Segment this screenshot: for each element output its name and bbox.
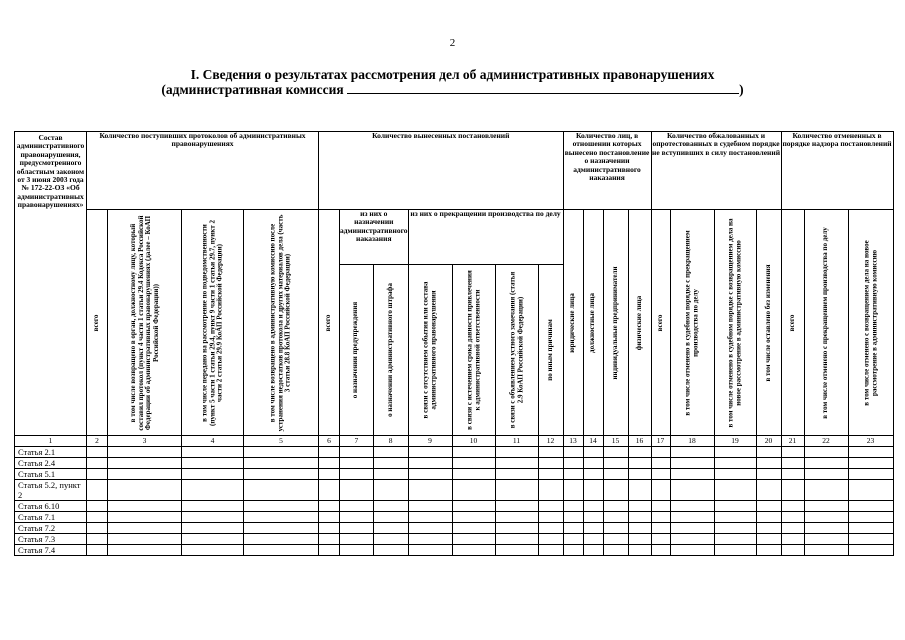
header-c11: в связи с объявлением устного замечания (статья 2.9 КоАП Российской Федерации) [495, 265, 538, 436]
data-cell[interactable] [108, 545, 182, 556]
data-cell[interactable] [756, 458, 781, 469]
table-row [15, 545, 894, 556]
data-cell[interactable] [87, 447, 108, 458]
data-cell[interactable] [340, 501, 374, 512]
data-cell[interactable] [651, 501, 670, 512]
data-cell[interactable] [452, 545, 495, 556]
data-cell[interactable] [408, 534, 452, 545]
data-cell[interactable] [563, 469, 583, 480]
data-cell[interactable] [714, 480, 756, 501]
data-cell[interactable] [244, 501, 319, 512]
data-cell[interactable] [756, 512, 781, 523]
data-cell[interactable] [340, 545, 374, 556]
data-cell[interactable] [538, 545, 563, 556]
data-cell[interactable] [804, 469, 848, 480]
data-cell[interactable] [563, 523, 583, 534]
data-cell[interactable] [495, 480, 538, 501]
data-cell[interactable] [603, 523, 628, 534]
data-cell[interactable] [538, 480, 563, 501]
data-cell[interactable] [583, 469, 603, 480]
row-label: Статья 5.1 [15, 469, 87, 480]
column-number: 11 [495, 436, 538, 447]
data-cell[interactable] [583, 545, 603, 556]
data-cell[interactable] [848, 480, 893, 501]
column-number: 23 [848, 436, 893, 447]
page-number: 2 [449, 37, 456, 49]
data-cell[interactable] [651, 458, 670, 469]
data-cell[interactable] [408, 469, 452, 480]
header-composition: Состав административного правонарушения, предусмотренного областным законом от 3 июня 2003 года № 172-22-ОЗ «Об административных правонарушениях» [15, 132, 87, 436]
data-cell[interactable] [408, 480, 452, 501]
data-cell[interactable] [373, 501, 408, 512]
data-cell[interactable] [87, 501, 108, 512]
data-cell[interactable] [804, 534, 848, 545]
column-number: 7 [340, 436, 374, 447]
data-cell[interactable] [182, 534, 244, 545]
data-cell[interactable] [373, 458, 408, 469]
data-cell[interactable] [603, 512, 628, 523]
data-cell[interactable] [319, 458, 340, 469]
data-cell[interactable] [670, 469, 714, 480]
data-cell[interactable] [373, 480, 408, 501]
data-cell[interactable] [495, 458, 538, 469]
table-row [15, 458, 894, 469]
data-cell[interactable] [563, 447, 583, 458]
row-label: Статья 5.2, пункт 2 [15, 480, 87, 501]
data-cell[interactable] [408, 523, 452, 534]
data-cell[interactable] [452, 512, 495, 523]
data-cell[interactable] [244, 458, 319, 469]
commission-name-blank [347, 82, 477, 94]
data-cell[interactable] [848, 534, 893, 545]
data-cell[interactable] [628, 501, 651, 512]
data-cell[interactable] [452, 523, 495, 534]
header-c3: в том числе возвращено в орган, должностному лицу, который составил протокол (пункт 4 части 1 статьи 29.4 Кодекса Российской Федерации об административных правонарушениях (далее – КоАП Российской Федерации)) [108, 210, 182, 436]
data-cell[interactable] [628, 469, 651, 480]
data-cell[interactable] [108, 480, 182, 501]
data-cell[interactable] [495, 534, 538, 545]
data-cell[interactable] [452, 469, 495, 480]
data-cell[interactable] [244, 534, 319, 545]
data-cell[interactable] [756, 545, 781, 556]
data-cell[interactable] [651, 447, 670, 458]
header-c19: в том числе отменено в судебном порядке с возвращением дела на новое рассмотрение в административную комиссию [714, 210, 756, 436]
data-cell[interactable] [670, 534, 714, 545]
data-cell[interactable] [848, 512, 893, 523]
data-cell[interactable] [108, 534, 182, 545]
column-number: 16 [628, 436, 651, 447]
data-cell[interactable] [628, 545, 651, 556]
data-cell[interactable] [848, 447, 893, 458]
data-cell[interactable] [583, 447, 603, 458]
row-label: Статья 7.3 [15, 534, 87, 545]
column-number: 21 [781, 436, 804, 447]
data-cell[interactable] [603, 447, 628, 458]
data-cell[interactable] [495, 501, 538, 512]
data-cell[interactable] [340, 469, 374, 480]
header-c22: в том числе отменено с прекращением производства по делу [804, 210, 848, 436]
data-cell[interactable] [848, 523, 893, 534]
data-cell[interactable] [781, 523, 804, 534]
data-cell[interactable] [714, 469, 756, 480]
column-number: 15 [603, 436, 628, 447]
data-cell[interactable] [670, 512, 714, 523]
data-cell[interactable] [495, 545, 538, 556]
data-cell[interactable] [714, 545, 756, 556]
data-cell[interactable] [563, 534, 583, 545]
row-label: Статья 6.10 [15, 501, 87, 512]
header-c15: индивидуальные предприниматели [603, 210, 628, 436]
data-cell[interactable] [244, 447, 319, 458]
data-cell[interactable] [583, 501, 603, 512]
data-cell[interactable] [670, 480, 714, 501]
header-c14: должностные лица [583, 210, 603, 436]
header-c21: всего [781, 210, 804, 436]
data-cell[interactable] [756, 447, 781, 458]
data-cell[interactable] [87, 469, 108, 480]
data-cell[interactable] [373, 447, 408, 458]
data-cell[interactable] [408, 512, 452, 523]
header-of-them-penalty: из них о назначении административного наказания [340, 210, 409, 265]
data-cell[interactable] [340, 534, 374, 545]
data-cell[interactable] [108, 469, 182, 480]
table-row [15, 501, 894, 512]
title-line-2-prefix: (административная комиссия [161, 82, 348, 97]
data-cell[interactable] [87, 512, 108, 523]
data-cell[interactable] [714, 458, 756, 469]
data-cell[interactable] [651, 523, 670, 534]
data-cell[interactable] [87, 480, 108, 501]
column-number: 2 [87, 436, 108, 447]
data-cell[interactable] [628, 512, 651, 523]
data-cell[interactable] [319, 523, 340, 534]
data-cell[interactable] [781, 469, 804, 480]
data-cell[interactable] [495, 469, 538, 480]
header-c8: о назначении административного штрафа [373, 265, 408, 436]
data-cell[interactable] [756, 480, 781, 501]
column-number: 8 [373, 436, 408, 447]
data-cell[interactable] [340, 447, 374, 458]
data-cell[interactable] [781, 512, 804, 523]
data-cell[interactable] [182, 512, 244, 523]
row-label: Статья 2.1 [15, 447, 87, 458]
data-cell[interactable] [244, 512, 319, 523]
row-label: Статья 7.4 [15, 545, 87, 556]
table-row [15, 480, 894, 501]
data-cell[interactable] [182, 480, 244, 501]
data-cell[interactable] [452, 447, 495, 458]
data-cell[interactable] [319, 480, 340, 501]
data-cell[interactable] [495, 512, 538, 523]
data-cell[interactable] [452, 501, 495, 512]
data-cell[interactable] [603, 469, 628, 480]
data-cell[interactable] [714, 501, 756, 512]
data-cell[interactable] [651, 545, 670, 556]
header-c18: в том числе отменено в судебном порядке с прекращением производства по делу [670, 210, 714, 436]
data-cell[interactable] [804, 501, 848, 512]
header-c12: по иным причинам [538, 265, 563, 436]
data-cell[interactable] [848, 501, 893, 512]
data-cell[interactable] [182, 523, 244, 534]
header-c20: в том числе оставлено без изменения [756, 210, 781, 436]
header-appealed: Количество обжалованных и опротестованных в судебном порядке не вступивших в силу постановлений [651, 132, 781, 210]
data-cell[interactable] [108, 512, 182, 523]
header-c10: в связи с истечением срока давности привлечения к административной ответственности [452, 265, 495, 436]
data-cell[interactable] [603, 545, 628, 556]
data-cell[interactable] [319, 469, 340, 480]
header-c9: в связи с отсутствием события или состава административного правонарушения [408, 265, 452, 436]
data-cell[interactable] [408, 458, 452, 469]
data-cell[interactable] [714, 512, 756, 523]
data-cell[interactable] [804, 458, 848, 469]
column-number: 3 [108, 436, 182, 447]
data-cell[interactable] [182, 545, 244, 556]
data-cell[interactable] [495, 523, 538, 534]
data-cell[interactable] [452, 480, 495, 501]
header-cancelled: Количество отмененных в порядке надзора постановлений [781, 132, 893, 210]
data-cell[interactable] [495, 447, 538, 458]
column-number: 19 [714, 436, 756, 447]
data-cell[interactable] [781, 501, 804, 512]
data-cell[interactable] [108, 501, 182, 512]
data-cell[interactable] [628, 480, 651, 501]
data-cell[interactable] [804, 512, 848, 523]
column-number: 10 [452, 436, 495, 447]
data-cell[interactable] [340, 458, 374, 469]
data-cell[interactable] [628, 534, 651, 545]
column-number: 17 [651, 436, 670, 447]
row-label: Статья 7.1 [15, 512, 87, 523]
data-cell[interactable] [182, 501, 244, 512]
data-cell[interactable] [408, 447, 452, 458]
data-cell[interactable] [563, 512, 583, 523]
page-title [0, 67, 905, 97]
column-number: 6 [319, 436, 340, 447]
data-cell[interactable] [408, 545, 452, 556]
data-cell[interactable] [804, 545, 848, 556]
column-number: 22 [804, 436, 848, 447]
data-cell[interactable] [244, 480, 319, 501]
data-cell[interactable] [538, 534, 563, 545]
data-cell[interactable] [538, 501, 563, 512]
data-cell[interactable] [244, 469, 319, 480]
column-number: 9 [408, 436, 452, 447]
header-c2: всего [87, 210, 108, 436]
data-cell[interactable] [848, 469, 893, 480]
data-cell[interactable] [108, 458, 182, 469]
data-cell[interactable] [538, 523, 563, 534]
data-cell[interactable] [319, 447, 340, 458]
data-cell[interactable] [781, 534, 804, 545]
data-cell[interactable] [87, 523, 108, 534]
header-c7: о назначении предупреждения [340, 265, 374, 436]
data-cell[interactable] [583, 523, 603, 534]
column-number: 1 [15, 436, 87, 447]
data-cell[interactable] [670, 447, 714, 458]
data-cell[interactable] [373, 545, 408, 556]
column-number: 5 [244, 436, 319, 447]
data-cell[interactable] [670, 523, 714, 534]
column-number: 12 [538, 436, 563, 447]
data-cell[interactable] [340, 512, 374, 523]
data-cell[interactable] [603, 534, 628, 545]
data-cell[interactable] [538, 447, 563, 458]
header-of-them-termination: из них о прекращении производства по делу [408, 210, 563, 265]
row-label: Статья 7.2 [15, 523, 87, 534]
column-number: 20 [756, 436, 781, 447]
commission-name-blank-2 [477, 82, 739, 94]
column-number: 4 [182, 436, 244, 447]
table-body [15, 447, 894, 556]
data-cell[interactable] [670, 458, 714, 469]
header-c5: в том числе возвращено в административную комиссию после устранения недостатков протокола и других материалов дела (часть 3 статьи 28.8 КоАП Российской Федерации) [244, 210, 319, 436]
data-cell[interactable] [538, 469, 563, 480]
title-line-2-suffix: ) [739, 82, 744, 97]
data-cell[interactable] [319, 534, 340, 545]
data-cell[interactable] [756, 534, 781, 545]
column-number: 13 [563, 436, 583, 447]
header-c17: всего [651, 210, 670, 436]
header-c6: всего [319, 210, 340, 436]
data-cell[interactable] [538, 512, 563, 523]
data-cell[interactable] [781, 480, 804, 501]
data-cell[interactable] [756, 523, 781, 534]
data-cell[interactable] [603, 458, 628, 469]
data-cell[interactable] [340, 480, 374, 501]
table-row [15, 523, 894, 534]
data-cell[interactable] [628, 447, 651, 458]
data-cell[interactable] [373, 534, 408, 545]
data-cell[interactable] [804, 480, 848, 501]
table-row [15, 447, 894, 458]
data-cell[interactable] [87, 545, 108, 556]
header-c13: юридические лица [563, 210, 583, 436]
row-label: Статья 2.4 [15, 458, 87, 469]
data-cell[interactable] [538, 458, 563, 469]
data-cell[interactable] [182, 447, 244, 458]
data-cell[interactable] [583, 458, 603, 469]
data-cell[interactable] [563, 458, 583, 469]
data-cell[interactable] [756, 501, 781, 512]
data-cell[interactable] [628, 458, 651, 469]
data-cell[interactable] [452, 534, 495, 545]
table-row [15, 469, 894, 480]
data-cell[interactable] [319, 501, 340, 512]
data-cell[interactable] [583, 480, 603, 501]
data-cell[interactable] [319, 545, 340, 556]
data-cell[interactable] [583, 512, 603, 523]
data-cell[interactable] [670, 501, 714, 512]
header-persons: Количество лиц, в отношении которых вынесено постановление о назначении административного наказания [563, 132, 651, 210]
data-cell[interactable] [108, 523, 182, 534]
column-numbers-row [15, 436, 894, 447]
data-cell[interactable] [340, 523, 374, 534]
data-cell[interactable] [848, 458, 893, 469]
data-cell[interactable] [583, 534, 603, 545]
data-cell[interactable] [670, 545, 714, 556]
title-line-2 [0, 82, 905, 97]
data-cell[interactable] [651, 469, 670, 480]
data-cell[interactable] [603, 501, 628, 512]
data-cell[interactable] [108, 447, 182, 458]
data-cell[interactable] [804, 447, 848, 458]
data-cell[interactable] [87, 534, 108, 545]
table-row [15, 512, 894, 523]
data-cell[interactable] [563, 501, 583, 512]
data-cell[interactable] [408, 501, 452, 512]
report-table [14, 131, 894, 556]
data-cell[interactable] [603, 480, 628, 501]
data-cell[interactable] [319, 512, 340, 523]
column-number: 14 [583, 436, 603, 447]
header-c4: в том числе передано на рассмотрение по подведомственности (пункт 5 части 1 статьи 29.4, пункт 9 части 1 статьи 29.7, пункт 2 части 2 статьи 29.9 КоАП Российской Федерации) [182, 210, 244, 436]
data-cell[interactable] [714, 534, 756, 545]
data-cell[interactable] [756, 469, 781, 480]
table-row [15, 534, 894, 545]
title-line-1: I. Сведения о результатах рассмотрения дел об административных правонарушениях [190, 67, 715, 82]
data-cell[interactable] [563, 545, 583, 556]
data-cell[interactable] [373, 469, 408, 480]
data-cell[interactable] [651, 512, 670, 523]
header-decisions: Количество вынесенных постановлений [319, 132, 564, 210]
data-cell[interactable] [781, 458, 804, 469]
data-cell[interactable] [781, 545, 804, 556]
data-cell[interactable] [804, 523, 848, 534]
data-cell[interactable] [714, 523, 756, 534]
data-cell[interactable] [651, 534, 670, 545]
data-cell[interactable] [563, 480, 583, 501]
data-cell[interactable] [182, 458, 244, 469]
data-cell[interactable] [714, 447, 756, 458]
data-cell[interactable] [373, 523, 408, 534]
data-cell[interactable] [452, 458, 495, 469]
data-cell[interactable] [373, 512, 408, 523]
data-cell[interactable] [244, 523, 319, 534]
data-cell[interactable] [651, 480, 670, 501]
data-cell[interactable] [182, 469, 244, 480]
data-cell[interactable] [848, 545, 893, 556]
data-cell[interactable] [628, 523, 651, 534]
header-protocols: Количество поступивших протоколов об административных правонарушениях [87, 132, 319, 210]
data-cell[interactable] [87, 458, 108, 469]
data-cell[interactable] [244, 545, 319, 556]
column-number: 18 [670, 436, 714, 447]
header-c23: в том числе отменено с возвращением дела на новое рассмотрение в административную комиссию [848, 210, 893, 436]
header-c16: физические лица [628, 210, 651, 436]
data-cell[interactable] [781, 447, 804, 458]
